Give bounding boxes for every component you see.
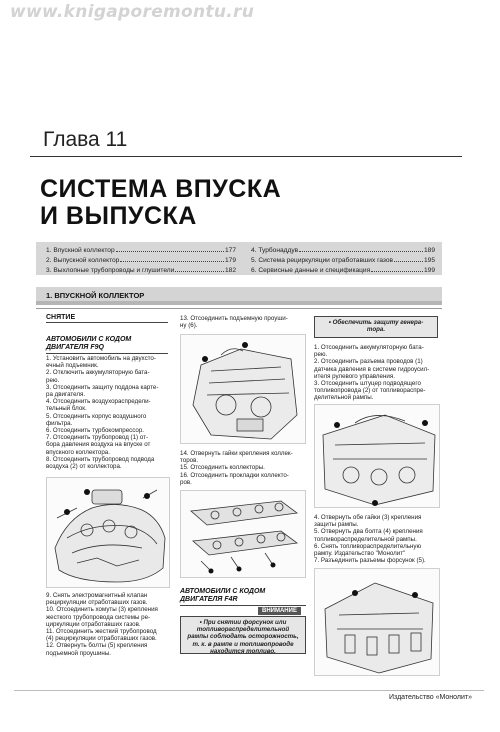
warning-label: ВНИМАНИЕ: [258, 607, 301, 615]
figure-fuel-rail: [314, 404, 440, 508]
f4r-steps-1-3: [314, 344, 440, 402]
f4r-heading: [180, 588, 306, 606]
figure-manifold-gaskets: [180, 490, 306, 578]
step-line: 4. Отвернуть обе гайки (3) крепления: [314, 514, 422, 521]
step-line: 8. Отсоединить трубопровод подвода: [46, 455, 155, 463]
section-divider: [36, 308, 442, 309]
toc-item-label: 6. Сервисные данные и спецификация: [251, 267, 371, 274]
warning-line: топливораспределительной: [196, 626, 290, 634]
chapter-divider: [30, 156, 462, 157]
step-line: 11. Отсоединить жесткий трубопровод: [46, 628, 157, 636]
toc-item-page: 177: [224, 247, 236, 254]
f4r-steps-4-7: [314, 514, 440, 564]
step-line: бора давления воздуха на впуске от: [46, 441, 151, 449]
step-line: 9. Снять электромагнитный клапан: [46, 592, 148, 599]
step-line: 16. Отсоединить прокладки коллекто-: [180, 471, 289, 479]
step-line: датчика давления в системе гидроусил-: [314, 365, 430, 373]
step-line: 2. Отключить аккумуляторную бата-: [46, 369, 150, 377]
manifold-illustration: [181, 491, 307, 579]
removal-heading: СНЯТИЕ: [46, 314, 168, 323]
toc-item[interactable]: [251, 264, 435, 274]
step-line: торов.: [180, 457, 199, 465]
f9q-steps-9-12: [46, 592, 170, 657]
toc-item-label: 2. Выпускной коллектор: [46, 257, 120, 264]
chapter-label: Глава 11: [43, 128, 128, 151]
chapter-title-line-1: СИСТЕМА ВПУСКА: [40, 175, 282, 203]
step-line: 7. Отсоединить трубопровод (1) от-: [46, 434, 149, 442]
step-line: 4. Отсоединить воздухораспредели-: [46, 398, 151, 406]
step-line: подъемной проушины.: [46, 649, 111, 657]
toc-item-page: 179: [224, 257, 236, 264]
engine-illustration: [181, 335, 307, 445]
step-line: ечный подъемник.: [46, 362, 99, 370]
step-line: ителя рулевого управления.: [314, 372, 395, 380]
warning-line: т. к. в рампе и топливопроводе: [192, 640, 294, 648]
toc-item[interactable]: [251, 254, 435, 264]
step-line: 3. Отсоединить штуцер подводящего: [314, 380, 421, 388]
step-line: делительной рампы.: [314, 394, 374, 402]
f9q-steps-14-16: [180, 450, 306, 486]
step-line: 14. Отвернуть гайки крепления коллек-: [180, 450, 293, 457]
warning-line: • При снятии форсунок или: [199, 619, 287, 626]
f4r-heading-line-2: ДВИГАТЕЛЯ F4R: [180, 596, 306, 606]
step-line: ров.: [180, 478, 192, 486]
toc-item-label: 5. Система рециркуляции отработавших газов: [251, 257, 394, 264]
warning-box: [180, 616, 306, 654]
toc-item-label: 4. Турбонаддув: [251, 247, 299, 254]
toc-item-page: 189: [423, 247, 435, 254]
section-heading: 1. ВПУСКНОЙ КОЛЛЕКТОР: [36, 287, 442, 305]
toc-item-page: 195: [423, 257, 435, 264]
step-line: жесткого трубопровода системы ре-: [46, 613, 151, 621]
chapter-title-line-2: И ВЫПУСКА: [40, 202, 197, 230]
warning-line: рампы соблюдать осторожность,: [187, 633, 299, 641]
step-line: циркуляции отработавших газов.: [46, 620, 141, 628]
figure-f9q-manifold: [46, 477, 170, 588]
note-box: [314, 316, 438, 338]
publisher-footer: Издательство «Монолит»: [388, 694, 472, 701]
step-line: 1. Установить автомобиль на двухсто-: [46, 355, 156, 362]
step-line: ра двигателя.: [46, 391, 86, 399]
step-line: 1. Отсоединить аккумуляторную бата-: [314, 344, 424, 351]
toc-item[interactable]: [46, 244, 236, 254]
toc-item[interactable]: [251, 244, 435, 254]
step-line: 3. Отсоединить защиту поддона карте-: [46, 383, 159, 391]
step-line: рею.: [46, 376, 60, 384]
step-line: 13. Отсоединить подъемную проуши-: [180, 315, 288, 322]
step-line: рециркуляции отработавших газов.: [46, 599, 148, 607]
step-line: 2. Отсоединить разъема проводов (1): [314, 358, 423, 366]
warning-line: находится топливо.: [210, 647, 276, 655]
footer-divider: [14, 690, 484, 691]
step-line: 12. Отвернуть болты (5) крепления: [46, 642, 148, 650]
step-line: тельный блок.: [46, 405, 87, 413]
step-line: 5. Отвернуть два болта (4) крепления: [314, 528, 423, 536]
f4r-heading-line-1: АВТОМОБИЛИ С КОДОМ: [180, 588, 266, 595]
step-line: 15. Отсоединить коллекторы.: [180, 464, 265, 472]
figure-lifting-eye: [180, 334, 306, 444]
step-line: (4) рециркуляции отработавших газов.: [46, 635, 157, 643]
watermark-site: www.knigaporemontu.ru: [10, 2, 255, 22]
step-line: 6. Снять топливораспределительную: [314, 542, 422, 550]
f9q-step-13: [180, 315, 304, 329]
f9q-heading-line-2: ДВИГАТЕЛЯ F9Q: [46, 344, 168, 354]
toc-item-label: 1. Впускной коллектор: [46, 247, 115, 254]
chapter-title: [40, 176, 281, 230]
note-line: тора.: [366, 326, 386, 334]
step-line: 10. Отсоединить хомуты (3) крепления: [46, 606, 158, 614]
f9q-heading: [46, 336, 168, 354]
step-line: впускного коллектора.: [46, 448, 110, 456]
toc-item[interactable]: [46, 264, 236, 274]
chapter-contents: [36, 242, 442, 275]
step-line: защиты рампы.: [314, 521, 359, 529]
engine-illustration: [47, 478, 171, 589]
step-line: рампу. Издательство "Монолит": [314, 550, 406, 558]
f9q-steps-1-8: [46, 355, 170, 470]
note-line: • Обеспечить защиту генера-: [328, 319, 424, 326]
toc-item-label: 3. Выхлопные трубопроводы и глушители: [46, 267, 175, 274]
f9q-heading-line-1: АВТОМОБИЛИ С КОДОМ: [46, 336, 132, 343]
step-line: топливораспределительной рампы.: [314, 535, 417, 543]
toc-item-page: 199: [423, 267, 435, 274]
toc-item-page: 182: [224, 267, 236, 274]
toc-item[interactable]: [46, 254, 236, 264]
step-line: 6. Отсоединить турбокомпрессор.: [46, 427, 144, 435]
figure-injectors: [314, 568, 440, 676]
step-line: 7. Разъединить разъемы форсунок (5).: [314, 557, 426, 565]
step-line: ну (6).: [180, 322, 198, 330]
step-line: фильтра.: [46, 419, 73, 427]
engine-illustration: [315, 569, 441, 677]
engine-illustration: [315, 405, 441, 509]
step-line: топливопровода (2) от топливораспре-: [314, 387, 426, 395]
step-line: 5. Отсоединить корпус воздушного: [46, 412, 147, 420]
step-line: рею.: [314, 351, 328, 359]
step-line: воздуха (2) от коллектора.: [46, 463, 122, 471]
